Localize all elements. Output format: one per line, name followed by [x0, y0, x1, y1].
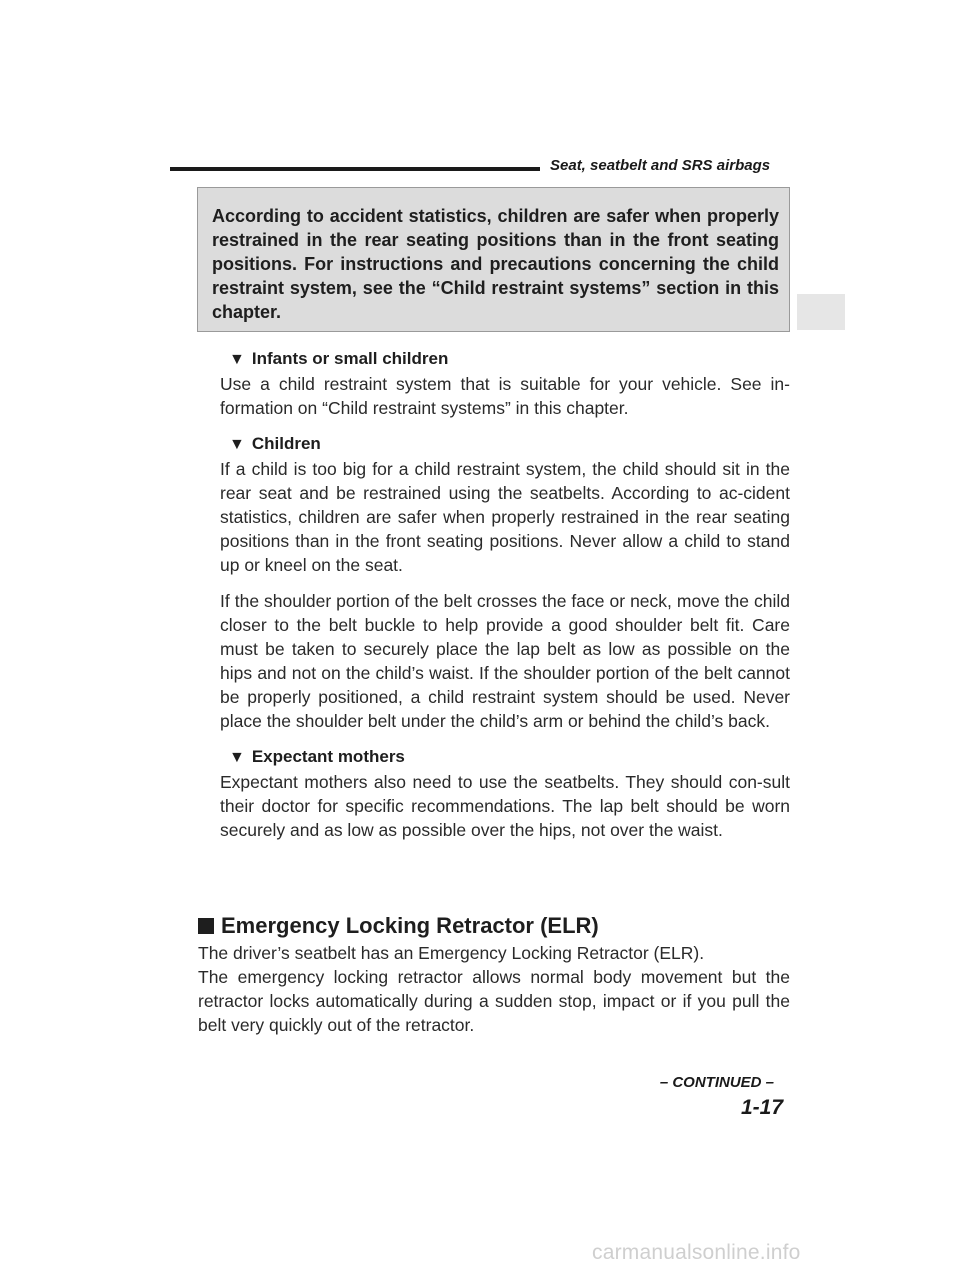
section-paragraph: The driver’s seatbelt has an Emergency Locking Retractor (ELR). [198, 943, 705, 963]
triangle-down-icon: ▼ [229, 749, 245, 766]
paragraph: Expectant mothers also need to use the seatbelts. They should con-sult their doctor for specific recommendations. The lap belt should be worn securely and as low as possible over the hips, not over the waist. [220, 772, 790, 840]
page-header-title: Seat, seatbelt and SRS airbags [550, 157, 771, 174]
subhead-children [229, 432, 790, 457]
page-number: 1-17 [740, 1096, 783, 1119]
warning-text: According to accident statistics, children are safer when properly restrained in the rear seating positions than in the front seating positions. For instructions and precautions concerning the child restraint system, see the “Child restraint systems” section in this chapter. [212, 206, 779, 322]
subhead-infants [229, 347, 790, 372]
main-content [220, 347, 790, 842]
section-paragraph: The emergency locking retractor allows normal body movement but the retractor locks automatically during a sudden stop, impact or if you pull the belt very quickly out of the retractor. [198, 967, 790, 1035]
subhead-label: Children [251, 434, 321, 453]
subhead-expectant-mothers [229, 745, 790, 770]
watermark-text: carmanualsonline.info [592, 1241, 801, 1264]
paragraph: If a child is too big for a child restraint system, the child should sit in the rear seat and be restrained using the seatbelts. According to ac-cident statistics, children are safer when properly restrained in the rear seating positions than in the front seating positions. Never allow a child to stand up or kneel on the seat. [220, 459, 790, 575]
subhead-label: Infants or small children [251, 349, 449, 368]
header-rule [170, 167, 540, 171]
triangle-down-icon: ▼ [229, 436, 245, 453]
section-heading [198, 911, 790, 941]
continued-label: – CONTINUED – [659, 1074, 774, 1091]
black-square-icon [198, 918, 214, 934]
paragraph: If the shoulder portion of the belt crosses the face or neck, move the child closer to the belt buckle to help provide a good shoulder belt fit. Care must be taken to securely place the lap belt as low as possible on the hips and not on the child’s waist. If the shoulder portion of the belt cannot be properly positioned, a child restraint system should be used. Never place the shoulder belt under the child’s arm or behind the child’s back. [220, 591, 790, 731]
elr-section [198, 911, 790, 1037]
section-heading-text: Emergency Locking Retractor (ELR) [221, 913, 599, 938]
paragraph: Use a child restraint system that is suitable for your vehicle. See in-formation on “Child restraint systems” in this chapter. [220, 374, 790, 418]
triangle-down-icon: ▼ [229, 351, 245, 368]
chapter-tab-marker [797, 294, 845, 330]
warning-box [197, 187, 790, 332]
subhead-label: Expectant mothers [251, 747, 405, 766]
